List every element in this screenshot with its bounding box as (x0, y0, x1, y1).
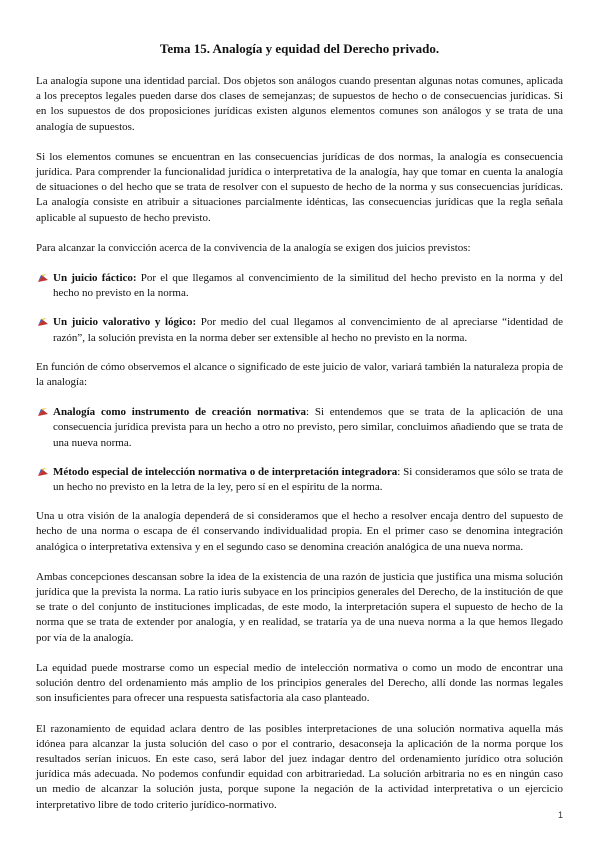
bullet-juicio-valorativo (36, 315, 563, 345)
paragraph-naturaleza-intro: En función de cómo observemos el alcance o significado de este juicio de valor, variará también la naturaleza propia de la analogía: (36, 360, 563, 389)
bullet-interpretacion-integradora (36, 465, 563, 495)
bullet-pen-icon (38, 274, 49, 283)
bullet-juicio-factico (36, 271, 563, 301)
bullet-term: Un juicio valorativo y lógico: (53, 316, 197, 329)
bullet-creacion-normativa (36, 405, 563, 451)
bullet-text: Por medio del cual llegamos al convencimiento de al apreciarse “identidad de razón”, la solución prevista en la norma deber ser extensible al hecho no previsto en la norma. (53, 316, 563, 344)
bullet-pen-icon (38, 468, 49, 477)
bullet-pen-icon (38, 318, 49, 327)
paragraph-vision-analogia: Una u otra visión de la analogía dependerá de si consideramos que el hecho a resolver encaja dentro del supuesto de hecho de una norma o escapa de él conservando individualidad propia. En el primer caso se denomina integración analógica o interpretativa extensiva y en el segundo caso se denomina creación analógica de una nueva norma. (36, 510, 563, 553)
bullet-term: Método especial de intelección normativa o de interpretación integradora (53, 465, 398, 478)
paragraph-juicios-intro: Para alcanzar la convicción acerca de la convivencia de la analogía se exigen dos juicios previstos: (36, 241, 471, 254)
bullet-pen-icon (38, 408, 49, 417)
bullet-term: Un juicio fáctico: (53, 272, 137, 285)
bullet-text: : Si entendemos que se trata de la aplicación de una consecuencia jurídica prevista para un hecho a otro no previsto, pero similar, concluimos añadiendo que se trata de una nueva norma. (53, 406, 563, 449)
paragraph-razonamiento-equidad: El razonamiento de equidad aclara dentro de las posibles interpretaciones de una solución normativa aquella más idónea para alcanzar la justa solución del caso o por el contrario, desaconseja la aplicación de la norma porque los resultados serían inicuos. En este caso, será labor del juez indagar dentro del ordenamiento jurídico otra solución jurídica más adecuada. No podemos confundir equidad con arbitrariedad. La solución arbitraria no es en ningún caso un medio de alcanzar la solución justa, porque supone la negación de la actividad interpretativa o un ejercicio interpretativo libre de todo criterio jurídico-normativo. (36, 722, 563, 811)
paragraph-ratio-iuris: Ambas concepciones descansan sobre la idea de la existencia de una razón de justicia que justifica una misma solución jurídica que la prevista la norma. La ratio iuris subyace en los principios generales del Derecho, de la institución de que se trate o del conjunto de instituciones implicadas, de este modo, la interpretación supera el supuesto de hecho de la norma que se trata de extender por analogía, y en realidad, se trataría ya de una nueva norma a la que hemos llegado por vía de la analogía. (36, 570, 563, 644)
paragraph-consecuencia-juridica: Si los elementos comunes se encuentran en las consecuencias jurídicas de dos normas, la analogía es consecuencia jurídica. Para comprender la funcionalidad jurídica o interpretativa de la analogía, hay que tomar en cuenta la analogía de situaciones o del hecho que se trata de resolver con el supuesto de hecho de la norma y sus consecuencias jurídicas. La analogía consiste en atribuir a situaciones parcialmente idénticas, las consecuencias jurídicas que la regla señala aplicable al supuesto de hecho previsto. (36, 150, 563, 224)
paragraph-equidad: La equidad puede mostrarse como un especial medio de intelección normativa o como un modo de encontrar una solución dentro del ordenamiento más amplio de los principios generales del Derecho, allí donde las normas legales son insuficientes para ofrecer una respuesta satisfactoria ala caso planteado. (36, 661, 563, 705)
paragraph-analogia-definicion: La analogía supone una identidad parcial. Dos objetos son análogos cuando presentan algunas notas comunes, aplicada a los preceptos legales pueden darse dos clases de semejanzas; de supuestos de hecho o de consecuencias jurídicas. Si en los supuestos de dos proposiciones jurídicas existen algunos elementos comunes son análogos y se trata de una analogía de supuestos. (36, 75, 563, 133)
bullet-text: : Si consideramos que sólo se trata de un hecho no previsto en la letra de la ley, pero sí en el espíritu de la norma. (53, 465, 563, 494)
bullet-term: Analogía como instrumento de creación normativa (53, 406, 306, 419)
document-title: Tema 15. Analogía y equidad del Derecho privado. (159, 41, 440, 56)
bullet-text: Por el que llegamos al convencimiento de la similitud del hecho previsto en la norma y del hecho no previsto en la norma. (53, 272, 563, 300)
page-number: 1 (557, 810, 563, 820)
